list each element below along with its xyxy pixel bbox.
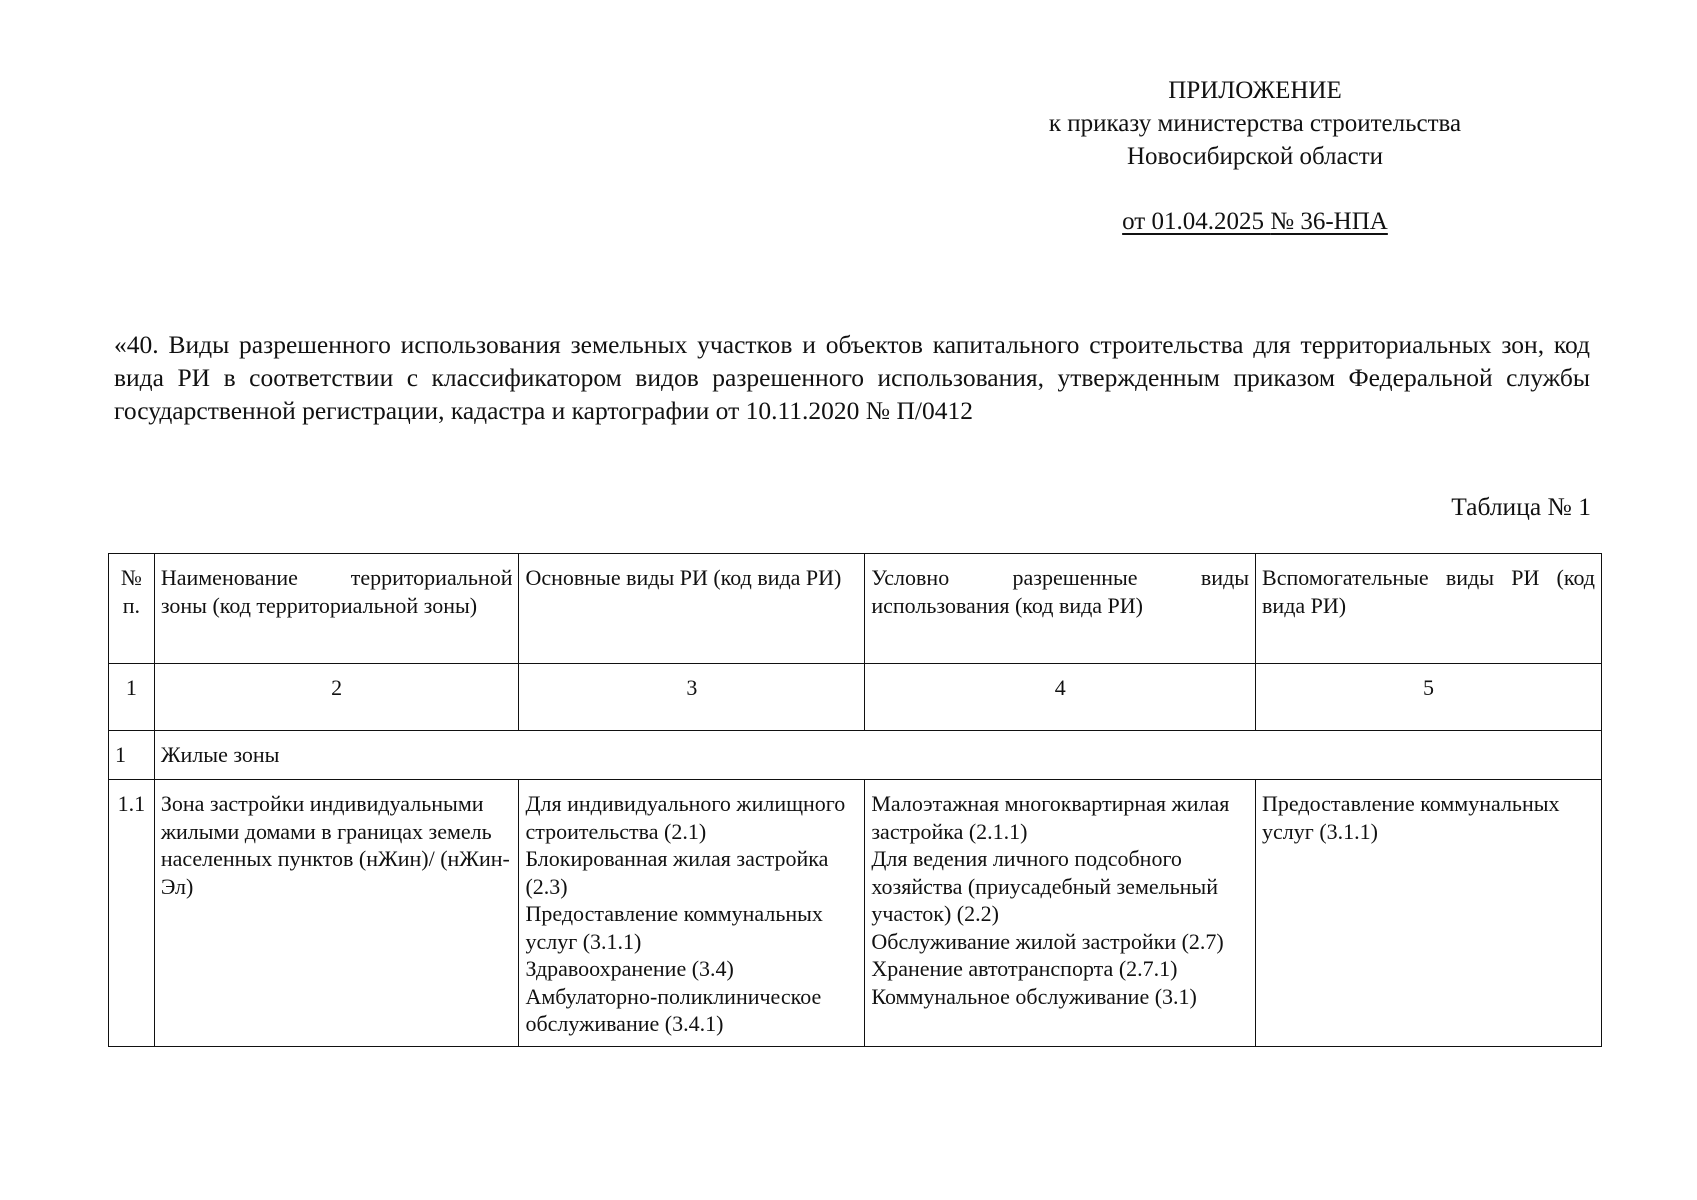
permitted-use-table bbox=[108, 553, 1602, 1047]
intro-paragraph: «40. Виды разрешенного использования земельных участков и объектов капитального строительства для территориальных зон, код вида РИ в соответствии с классификатором видов разрешенного использования, утвержденным приказом Федеральной службы государственной регистрации, кадастра и картографии от 10.11.2020 № П/0412 bbox=[114, 330, 1590, 425]
approval-line-2: Новосибирской области bbox=[1126, 143, 1384, 170]
section-title: Жилые зоны bbox=[154, 731, 1601, 780]
header-auxiliary-uses: Вспомогательные виды РИ (код вида РИ) bbox=[1256, 554, 1602, 664]
order-number: № 36-НПА bbox=[1270, 208, 1388, 235]
header-zone-name: Наименование территориальной зоны (код территориальной зоны) bbox=[154, 554, 519, 664]
main-use-item: Блокированная жилая застройка (2.3) bbox=[525, 846, 829, 899]
column-number: 3 bbox=[519, 664, 865, 731]
order-date: от 01.04.2025 bbox=[1122, 208, 1264, 235]
conditional-uses-cell bbox=[865, 780, 1256, 1047]
main-use-item: Амбулаторно-поликлиническое обслуживание (3.4.1) bbox=[525, 983, 822, 1036]
section-number: 1 bbox=[109, 731, 155, 780]
header-conditional-uses: Условно разрешенные виды использования (код вида РИ) bbox=[865, 554, 1256, 664]
auxiliary-use-item: Предоставление коммунальных услуг (3.1.1) bbox=[1262, 791, 1560, 844]
main-use-item: Для индивидуального жилищного строительства (2.1) bbox=[525, 791, 846, 844]
zone-name-cell: Зона застройки индивидуальными жилыми домами в границах земель населенных пунктов (нЖин)/ (нЖин-Эл) bbox=[154, 780, 519, 1047]
header-number: № п. bbox=[109, 554, 155, 664]
table-header-row bbox=[109, 554, 1602, 664]
main-use-item: Здравоохранение (3.4) bbox=[525, 956, 734, 981]
table-row bbox=[109, 780, 1602, 1047]
approval-line-1: к приказу министерства строительства bbox=[1048, 110, 1462, 137]
column-number-row bbox=[109, 664, 1602, 731]
auxiliary-uses-cell bbox=[1256, 780, 1602, 1047]
section-row bbox=[109, 731, 1602, 780]
conditional-use-item: Для ведения личного подсобного хозяйства (приусадебный земельный участок) (2.2) bbox=[871, 846, 1218, 926]
table-caption: Таблица № 1 bbox=[1451, 492, 1591, 521]
order-reference bbox=[995, 205, 1515, 238]
approval-block bbox=[995, 74, 1515, 238]
conditional-use-item: Хранение автотранспорта (2.7.1) bbox=[871, 956, 1178, 981]
row-number: 1.1 bbox=[109, 780, 155, 1047]
main-uses-cell bbox=[519, 780, 865, 1047]
column-number: 1 bbox=[109, 664, 155, 731]
header-main-uses: Основные виды РИ (код вида РИ) bbox=[519, 554, 865, 664]
conditional-use-item: Обслуживание жилой застройки (2.7) bbox=[871, 928, 1224, 954]
conditional-use-item: Малоэтажная многоквартирная жилая застройка (2.1.1) bbox=[871, 791, 1230, 844]
main-use-item: Предоставление коммунальных услуг (3.1.1) bbox=[525, 901, 823, 954]
column-number: 4 bbox=[865, 664, 1256, 731]
conditional-use-item: Коммунальное обслуживание (3.1) bbox=[871, 983, 1197, 1009]
column-number: 5 bbox=[1256, 664, 1602, 731]
approval-title: ПРИЛОЖЕНИЕ bbox=[1168, 77, 1342, 104]
column-number: 2 bbox=[154, 664, 519, 731]
